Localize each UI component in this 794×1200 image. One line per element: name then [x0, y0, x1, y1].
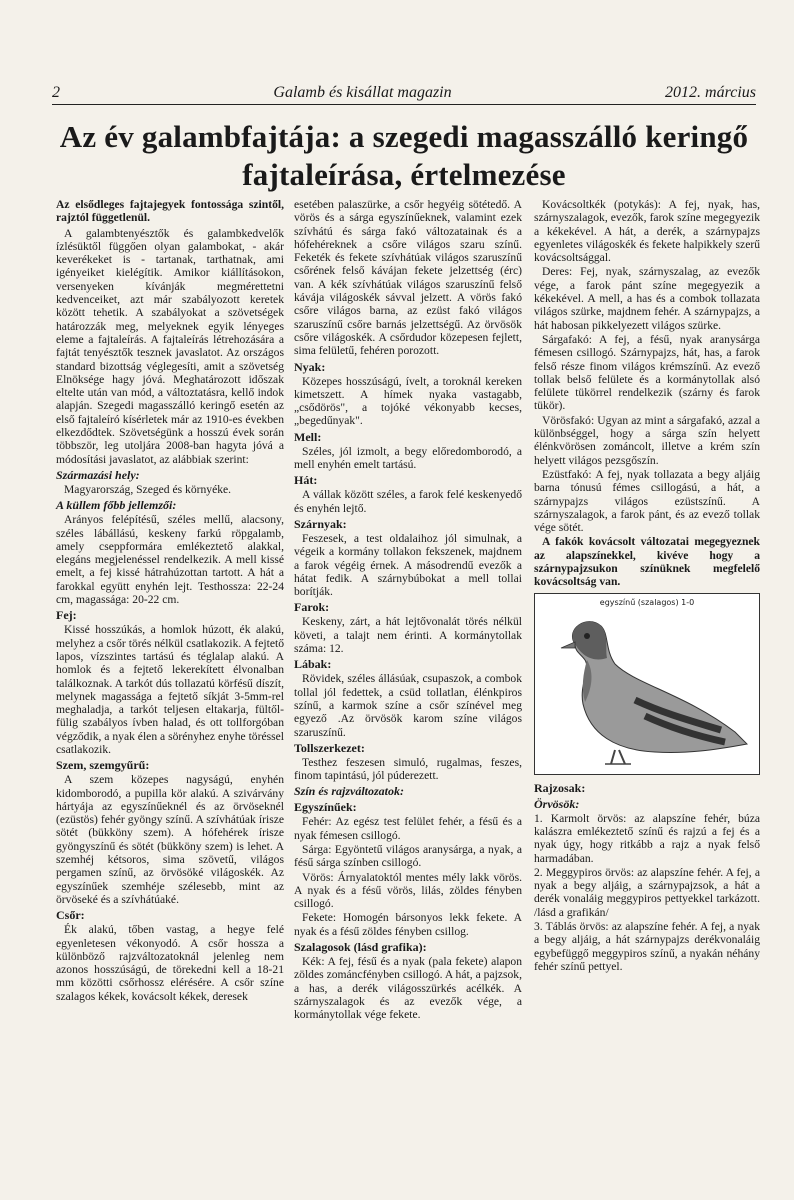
back-text: A vállak között széles, a farok felé keskenyedő és enyhén lejtő. — [294, 488, 522, 515]
solid-black-text: Fekete: Homogén bársonyos lekk fekete. A nyak és a fésű zöldes fényben csillog. — [294, 911, 522, 938]
grizzle-text: Deres: Fej, nyak, szárnyszalag, az evezők vége, a farok pánt színe megegyezik a kékekével. A mell, a has és a combok tollazata világos szürke, majdnem fehér. A szárnypajzs, a hát habosan pikkelyezett világos szürke. — [534, 265, 760, 332]
pigeon-icon — [535, 604, 759, 774]
wings-heading: Szárnyak: — [294, 516, 347, 531]
solid-heading: Egyszínűek: — [294, 800, 357, 815]
solid-yellow-text: Sárga: Egyöntetű világos aranysárga, a nyak, a fésű sárga színben csillogó. — [294, 842, 522, 870]
collar-heading: Örvösök: — [534, 796, 580, 811]
bar-blue-text: Kék: A fej, fésű és a nyak (pala fekete) alapon zöldes zománcfényben csillogó. A hát, a pajzsok, a has, a derék világosszürkés acélkék. A szárnyszalagok és az evezők vége, a kormánytollak vége fekete. — [294, 955, 522, 1022]
yellow-dun-text: Sárgafakó: A fej, a fésű, nyak aranysárga fémesen csillogó. Szárnypajzs, hát, has, a farok felső része finom világos krémszínű. Az evező tollak belső felülete és a kormánytollak alsó felülete tükörrel rendelkezik (szárny és farok tükör). — [534, 332, 760, 413]
neck-text: Közepes hosszúságú, ívelt, a toroknál kereken kimetszett. A hímek nyaka vastagabb, „csődörös", a tojóké vékonyabb kecses, „begedűnyak". — [294, 374, 522, 428]
beak-heading: Csőr: — [56, 908, 85, 923]
column-1 — [56, 198, 284, 1004]
eye-heading: Szem, szemgyűrű: — [56, 758, 150, 773]
legs-text: Rövidek, széles állásúak, csupaszok, a combok tollal jól fedettek, a csüd tollatlan, élénkpiros színű, a karmok színe a csőr színével meg egyező .Az örvösök karom színe világos szaruszínű. — [294, 672, 522, 739]
beak-text: Ék alakú, tőben vastag, a hegye felé egyenletesen vékonyodó. A csőr hossza a különböző rajzváltozatoknál jelenleg nem azonos hosszúságú, de törekedni kell a 18-21 mm közötti csőrhossz elérésére. A csőr színe szalagos kékek, kovácsolt kékek, deresek — [56, 923, 284, 1003]
tail-heading: Farok: — [294, 600, 330, 615]
appearance-text: Arányos felépítésű, széles mellű, alacsony, széles lábállású, keskeny farkú röpgalamb, amely cseppformára emlékeztető alakkal, elegáns megjelenéssel rendelkezik. A mell kissé emelt, a fej kissé hátrahúzottan tartott. A hát a farokkal együtt enyhén lejt. Testhossza: 22-24 cm, magassága: 20-22 cm. — [56, 513, 284, 607]
appearance-heading: A küllem főbb jellemzői: — [56, 498, 177, 513]
solid-white-text: Fehér: Az egész test felület fehér, a fésű és a nyak fémesen csillogó. — [294, 815, 522, 842]
neck-heading: Nyak: — [294, 359, 326, 374]
tail-text: Keskeny, zárt, a hát lejtővonalát törés nélkül követi, a talajt nem érinti. A kormánytollak száma: 12. — [294, 615, 522, 656]
colors-heading: Szín és rajzváltozatok: — [294, 784, 405, 799]
eye-text: A szem közepes nagyságú, enyhén kidomborodó, a pupilla kör alakú. A szivárvány hártyája az egyszínűeknél és az örvöseknél (ezüstös) fehér gyöngy színű. A szívhátúak íriszе sötét (bükköny szem). A hófehérek írisze gyöngyszínű és sötét (bükköny szem) is lehet. A szemhéj kétsoros, sima szövetű, világos pergamen színű, az örvösöké világoskék. Az egyszínűek szemhéje szélesebb, mint az örvöseké és a szívhátúaké. — [56, 773, 284, 906]
collar-type-1: 1. Karmolt örvös: az alapszíne fehér, búza kalászra emlékeztető színű és rajzú a fej és a nyak úgy, hogy ritkább a rajz a nyak felső harmadában. — [534, 811, 760, 865]
intro-paragraph: A galambtenyésztők és galambkedvelők ízlésüktől függően olyan galambokat, - akár keverékeket is - tartanak, tarthatnak, ami igényeiket kielégítik. Amikor kiállításokon, versenyeken kívánják megmérettetni kedvenceiket, azt már szabályozott keretek között tehetik. A szabályokat a szövetségek határozzák meg, melyeknek egyik lényeges eleme a fajtaleírás. A fajtaleírás létrehozására a fajtát tenyésztők tesznek javaslatot. Az országos standard bizottság véglegesíti, amit a szövetség Elnöksége hagy jóvá. Meghatározott időszak eltelte után van mód, a változtatásra, kellő indok alapján. Szegedi magasszálló keringő esetén az első fajtaleíró kísérletek már az 1910-es években elkezdődtek. Szövetségünk a hosszú évek során többször, leg utoljára 2008-ban hagyta jóvá a módosítási javaslatot, az alábbiak szerint: — [56, 226, 284, 466]
legs-heading: Lábak: — [294, 657, 332, 672]
head-heading: Fej: — [56, 608, 77, 623]
lead-paragraph: Az elsődleges fajtajegyek fontossága szintől, rajztól függetlenül. — [56, 198, 284, 225]
collar-type-3: 3. Táblás örvös: az alapszíne fehér. A fej, a nyak a begy aljáig, a hát szárnypajzs derékvonaláig egybefüggő meggypiros színű, a nyakán néhány fehér színű pettyel. — [534, 919, 760, 973]
wings-text: Feszesek, a test oldalaihoz jól simulnak, a végeik a kormány tollakon fekszenek, majdnem a farok végéig érnek. A másodrendű evezők a hátat fedik. A szárnybúbokat a mell tollai borítják. — [294, 531, 522, 599]
plumage-text: Testhez feszesen simuló, rugalmas, feszes, finom tapintású, jól púderezett. — [294, 755, 522, 783]
title-line-2: fajtaleírása, értelmezése — [242, 157, 566, 192]
title-line-1: Az év galambfajtája: a szegedi magasszálló keringő — [59, 119, 749, 154]
solid-red-text: Vörös: Árnyalatoktól mentes mély lakk vörös. A nyak és a fésű vörös, lilás, zöldes fényben csillogó. — [294, 870, 522, 911]
fako-note: A fakók kovácsolt változatai megegyeznek az alapszínekkel, kivéve hogy a szárnypajzsukon színüknek megfelelő kovácsoltság van. — [534, 535, 760, 589]
back-heading: Hát: — [294, 473, 318, 488]
red-dun-text: Vörösfakó: Ugyan az mint a sárgafakó, azzal a különbséggel, hogy a sárga szín helyett élénkvörösen zománcolt, illetve a krém szín helyett világos pezsgőszín. — [534, 413, 760, 467]
chest-text: Széles, jól izmolt, a begy előredomborodó, a mell enyhén emelt tartású. — [294, 444, 522, 472]
figure-caption: egyszínű (szalagos) 1-0 — [599, 597, 695, 607]
chest-heading: Mell: — [294, 429, 322, 444]
bar-heading: Szalagosok (lásd grafika): — [294, 940, 427, 955]
issue-date: 2012. március — [665, 84, 756, 101]
column-3 — [534, 198, 760, 974]
beak-text-continued: esetében palaszürke, a csőr hegyéig sötétedő. A vörös és a sárga egyszínűeknek, valamint ezek szívhátú és sárga fakó változatainak és a hófehéreknek a csőre világos szaru színű. Feketék és fekete szívhátúak világos szaruszínű csőrének felső kávájan fekete jelzettség (érc) van. A kék szívhátúak világos szaruszínű felső kávája világoskék sávval jelzett. A vörös fakó csőre világos barna, az ezüst fakó világos szaruszínű csőre barnás jelzettségű. Az örvösök csőre világoskék. A csőrdudor közepesen fejlett, sima felületű, fehéren porozott. — [294, 198, 522, 358]
collar-type-2: 2. Meggypiros örvös: az alapszíne fehér. A fej, a nyak a begy aljáig, a szárnypajzsok, a hát a derék vonaláig meggypiros pettyekkel tarkázott. /lásd a grafikán/ — [534, 865, 760, 919]
pigeon-illustration — [534, 593, 760, 775]
article-title — [52, 118, 756, 194]
magazine-name: Galamb és kisállat magazin — [273, 84, 452, 101]
pattern-heading: Rajzosak: — [534, 780, 586, 795]
checker-text: Kovácsoltkék (potykás): A fej, nyak, has, szárnyszalagok, evezők, farok színe megegyezik a kékekével. A hát, a derék, a szárnypajzs egyenletes világoskék és fekete halpikkely szerű kovácsoltsággal. — [534, 198, 760, 265]
running-header — [52, 80, 756, 105]
plumage-heading: Tollszerkezet: — [294, 740, 365, 755]
origin-text: Magyarország, Szeged és környéke. — [64, 482, 232, 496]
column-2 — [294, 198, 522, 1023]
head-text: Kissé hosszúkás, a homlok húzott, ék alakú, melyhez a csőr törés nélkül csatlakozik. A fejtető lapos, vízszintes tartású és téglalap alakú. A homlok és a fejtető lekerekített élvonalban találkoznak. A tarkót dús tollazatú körfésű díszít, melynek magassága a fejtető síkját 3-5mm-rel meghaladja, a tarkót teljesen eltakarja, fültől-fülig szabályos ívben halad, és ott tollforgóban végződik, a nyak élen a sörényhez enyhe töréssel csatlakozik. — [56, 623, 284, 756]
page-number: 2 — [52, 84, 60, 101]
silver-dun-text: Ezüstfakó: A fej, nyak tollazata a begy aljáig barna tónusú fémes csillogású, a hát, a szárnypajzs világos ezüstszínű. A szárnyszalagok, a farok pánt, és az evező tollak vége sötét. — [534, 467, 760, 535]
origin-heading: Származási hely: — [56, 467, 140, 482]
